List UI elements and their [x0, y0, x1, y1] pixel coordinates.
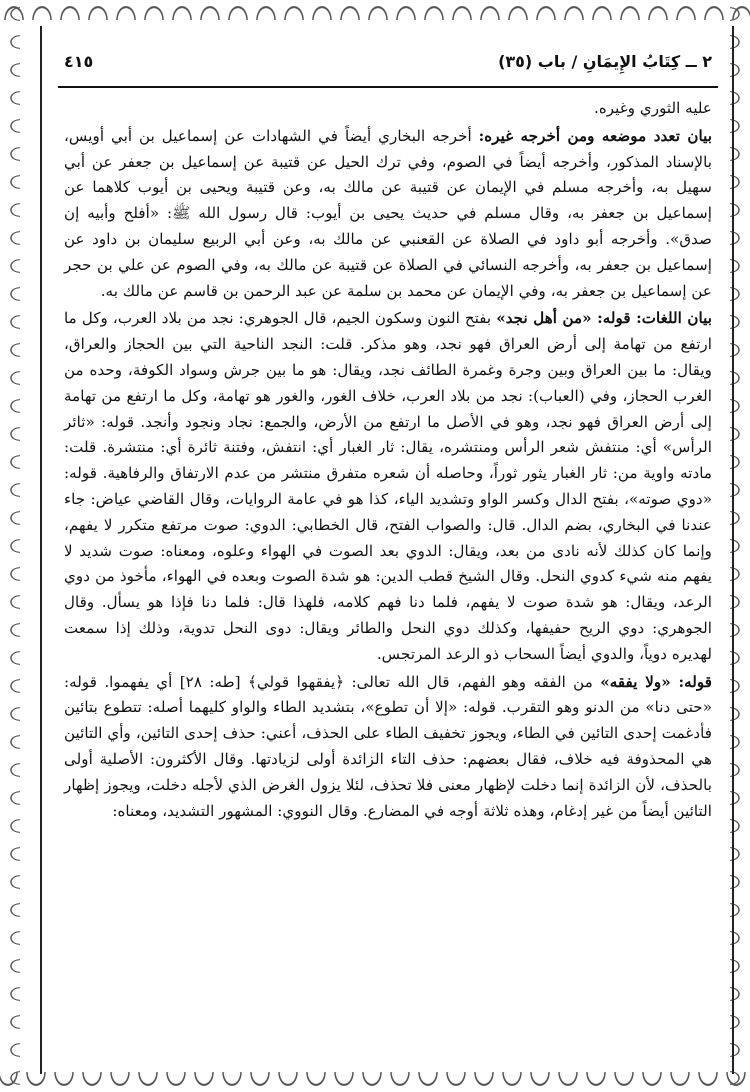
paragraph-2: [64, 124, 712, 305]
paragraph-text: من الفقه وهو الفهم، قال الله تعالى: ﴿يفقهوا قولي﴾ [طه: ٢٨] أي يفهموا. قوله: «حتى دنا» من الدنو وهو التقرب. قوله: «إلا أن تطوع»، بتشديد الطاء والواو كليهما أصله: تتطوع بتائين فأدغمت إحدى التائين في الطاء، ويجوز تخفيف الطاء على الحذف، أعني: حذف إحدى التائين، وأي التائين هي المحذوفة فيه خلاف، فقال بعضهم: حذف التاء الزائدة أولى لزيادتها. وقال الأكثرون: الأصلية أولى بالحذف، لأن الزائدة إنما دخلت لإظهار معنى فلا تحذف، لئلا يزول الغرض الذي لأجله دخلت، ويجوز إظهار التائين أيضاً من غير إدغام، وهذه ثلاثة أوجه في المضارع. وقال النووي: المشهور التشديد، ومعناه:: [64, 672, 712, 820]
body-text: [58, 96, 718, 824]
paragraph-4: [64, 670, 712, 825]
paragraph-heading: بيان تعدد موضعه ومن أخرجه غيره:: [478, 126, 712, 145]
paragraph-3: [64, 306, 712, 667]
paragraph-text: أخرجه البخاري أيضاً في الشهادات عن إسماعيل بن أبي أويس، بالإسناد المذكور، وأخرجه أيضاً في الصوم، وفي ترك الحيل عن قتيبة عن إسماعيل بن جعفر عن أبي سهيل به، وأخرجه مسلم في الإيمان عن قتيبة عن مالك به، وعن قتيبة ويحيى بن أيوب كلاهما عن إسماعيل بن جعفر به، وقال مسلم في حديث يحيى بن أيوب: قال رسول الله ﷺ: «أفلح وأبيه إن صدق». وأخرجه أبو داود في الصلاة عن القعنبي عن مالك به، وعن أبي الربيع سليمان بن داود عن إسماعيل بن جعفر به، وأخرجه النسائي في الصلاة عن قتيبة عن مالك به، وفي الصوم عن علي بن حجر عن إسماعيل بن جعفر به، وفي الإيمان عن محمد بن سلمة عن عبد الرحمن بن قاسم عن مالك به.: [64, 126, 712, 300]
ornament-border-top: [0, 0, 750, 20]
header-rule: [58, 86, 718, 88]
ornament-border-left: [0, 0, 20, 1092]
paragraph-text: بفتح النون وسكون الجيم، قال الجوهري: نجد من بلاد العرب، وكل ما ارتفع من تهامة إلى أرض العراق فهو نجد، وهو مذكر. قلت: النجد الناحية التي بين الحجاز والعراق، ويقال: ما بين العراق وبين وجرة وغمرة الطائف نجد، ويقال: هو ما بين جرش وسواد الكوفة، وحده من الغرب الحجاز، وفي (العباب): نجد من بلاد العرب، خلاف الغور، والغور هو تهامة، وكل ما ارتفع من تهامة إلى أرض العراق فهو نجد، وهو في الأصل ما ارتفع من الأرض، والجمع: نجاد ونجود وأنجد. قوله: «ثائر الرأس» أي: منتفش شعر الرأس ومنتشره، يقال: ثار الغبار أي: انتفش، وفتنة ثائرة أي: منتشرة. قلت: مادته واوية من: ثار الغبار يثور ثوراً، وحاصله أن شعره متفرق منتشر من عدم الارتفاق والرفاهية. قوله: «دوي صوته»، بفتح الدال وكسر الواو وتشديد الياء، كذا هو في عامة الروايات، وقال القاضي عياض: جاء عندنا في البخاري، بضم الدال. قال: والصواب الفتح، قال الخطابي: الدوي: صوت مرتفع متكرر لا يفهم، وإنما كان كذلك لأنه نادى من بعد، ويقال: الدوي بعد الصوت في الهواء وعلوه، ومعناه: صوت شديد لا يفهم منه شيء كدوي النحل. وقال الشيخ قطب الدين: هو شدة الصوت وبعده في الهواء، مأخوذ من دوي الرعد، ويقال: هو شدة صوت لا يفهم، فلما دنا فهم كلامه، فلهذا قال: فلما دنا فإذا هو يسأل. وقال الجوهري: دوي الريح حفيفها، وكذلك دوي النحل والطائر ويقال: دوى النحل تدوية، وذلك إذا سمعت لهديره دوياً، والدوي أيضاً السحاب ذو الرعد المرتجس.: [64, 309, 712, 663]
book-page: [58, 44, 718, 1064]
paragraph-heading: قوله: «ولا يفقه»: [600, 672, 713, 691]
chapter-title: ٢ ــ كِتَابُ الإِيمَانِ / باب (٣٥): [498, 52, 712, 71]
page-number: ٤١٥: [64, 52, 94, 71]
paragraph-heading: بيان اللغات: قوله: «من أهل نجد»: [496, 309, 712, 328]
running-header: [58, 44, 718, 82]
paragraph-1: [64, 96, 712, 122]
ornament-border-bottom: [0, 1072, 750, 1092]
paragraph-text: عليه الثوري وغيره.: [594, 99, 712, 117]
